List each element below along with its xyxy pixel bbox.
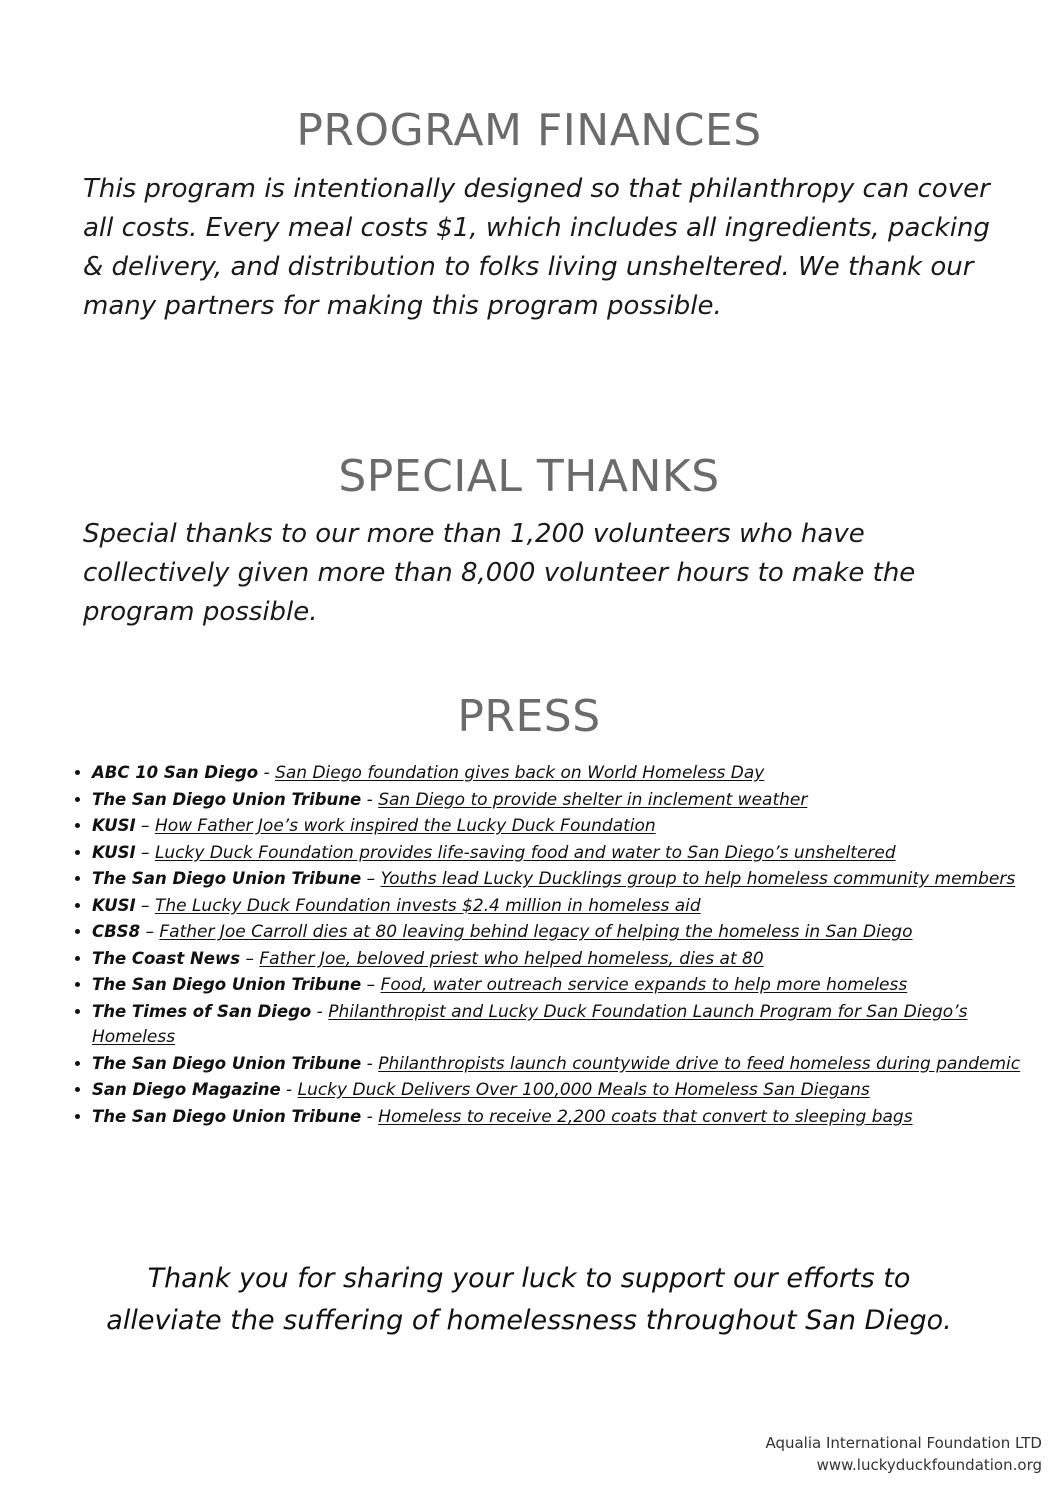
press-item bbox=[92, 1104, 1022, 1131]
press-article-link[interactable]: Father Joe Carroll dies at 80 leaving behind legacy of helping the homeless in San Diego bbox=[159, 922, 913, 942]
press-outlet: The Times of San Diego bbox=[92, 1001, 312, 1021]
press-article-link[interactable]: San Diego to provide shelter in inclement weather bbox=[378, 789, 808, 810]
press-separator: – bbox=[135, 816, 155, 836]
closing-line-1: Thank you for sharing your luck to support our efforts to bbox=[147, 1263, 911, 1294]
press-article-link[interactable]: The Lucky Duck Foundation invests $2.4 million in homeless aid bbox=[154, 895, 701, 916]
press-separator: – bbox=[135, 842, 155, 863]
press-outlet: KUSI bbox=[92, 816, 136, 835]
press-article-link[interactable]: Homeless to receive 2,200 coats that convert to sleeping bags bbox=[378, 1106, 913, 1127]
press-outlet: ABC 10 San Diego bbox=[92, 763, 259, 782]
press-item bbox=[92, 999, 1022, 1051]
press-outlet: The San Diego Union Tribune bbox=[92, 975, 362, 994]
press-separator: - bbox=[361, 789, 379, 810]
press-separator: – bbox=[361, 975, 381, 995]
press-separator: - bbox=[361, 1106, 379, 1127]
footer bbox=[765, 1432, 1042, 1476]
press-item bbox=[92, 946, 1022, 973]
press-outlet: San Diego Magazine bbox=[92, 1080, 281, 1099]
press-item bbox=[92, 972, 1022, 999]
press-article-link[interactable]: Father Joe, beloved priest who helped homeless, dies at 80 bbox=[259, 948, 764, 969]
program-finances-text: This program is intentionally designed so that philanthropy can cover all costs. Every meal costs $1, which includes all ingredients, packing & delivery, and distribution to folks living unsheltered. We thank our many partners for making this program possible. bbox=[83, 174, 990, 321]
footer-website: www.luckyduckfoundation.org bbox=[816, 1456, 1042, 1474]
press-article-link[interactable]: Philanthropist and Lucky Duck Foundation Launch Program for San Diego’s Homeless bbox=[92, 1001, 968, 1047]
press-article-link[interactable]: Food, water outreach service expands to help more homeless bbox=[380, 975, 908, 995]
press-item bbox=[92, 919, 1022, 946]
press-outlet: The San Diego Union Tribune bbox=[92, 789, 362, 809]
press-separator: – bbox=[361, 869, 381, 889]
press-outlet: CBS8 bbox=[92, 922, 141, 941]
press-separator: – bbox=[140, 922, 160, 942]
press-separator: - bbox=[258, 763, 276, 783]
press-outlet: KUSI bbox=[92, 895, 136, 915]
press-item bbox=[92, 893, 1022, 920]
footer-org-name: Aqualia International Foundation LTD bbox=[765, 1434, 1042, 1452]
press-article-link[interactable]: Philanthropists launch countywide drive to feed homeless during pandemic bbox=[378, 1053, 1021, 1074]
press-separator: - bbox=[280, 1080, 298, 1100]
press-separator: - bbox=[361, 1053, 379, 1074]
press-separator: – bbox=[135, 895, 155, 916]
press-article-link[interactable]: Youths lead Lucky Ducklings group to help homeless community members bbox=[380, 869, 1016, 889]
press-item bbox=[92, 866, 1022, 893]
press-outlet: The Coast News bbox=[92, 948, 241, 968]
program-finances-heading: PROGRAM FINANCES bbox=[296, 105, 762, 156]
press-item bbox=[92, 1077, 1022, 1104]
closing-message bbox=[0, 1258, 1058, 1342]
press-outlet: The San Diego Union Tribune bbox=[92, 1106, 362, 1126]
press-outlet: The San Diego Union Tribune bbox=[92, 869, 362, 888]
press-item bbox=[92, 1051, 1022, 1078]
press-outlet: The San Diego Union Tribune bbox=[92, 1053, 362, 1073]
press-heading: PRESS bbox=[457, 691, 601, 742]
press-item bbox=[92, 760, 1022, 787]
press-item bbox=[92, 787, 1022, 814]
press-article-link[interactable]: Lucky Duck Delivers Over 100,000 Meals to Homeless San Diegans bbox=[297, 1080, 870, 1100]
closing-line-2: alleviate the suffering of homelessness throughout San Diego. bbox=[106, 1305, 952, 1336]
press-list bbox=[62, 760, 1022, 1130]
special-thanks-heading: SPECIAL THANKS bbox=[338, 451, 720, 502]
press-separator: - bbox=[311, 1001, 329, 1022]
press-article-link[interactable]: San Diego foundation gives back on World Homeless Day bbox=[275, 763, 765, 783]
press-separator: – bbox=[240, 948, 260, 969]
press-item bbox=[92, 840, 1022, 867]
press-item bbox=[92, 813, 1022, 840]
special-thanks-text: Special thanks to our more than 1,200 volunteers who have collectively given more than 8,000 volunteer hours to make the program possible. bbox=[83, 519, 916, 627]
press-article-link[interactable]: How Father Joe’s work inspired the Lucky Duck Foundation bbox=[154, 816, 656, 836]
press-article-link[interactable]: Lucky Duck Foundation provides life-saving food and water to San Diego’s unsheltered bbox=[154, 842, 896, 863]
press-outlet: KUSI bbox=[92, 842, 136, 862]
